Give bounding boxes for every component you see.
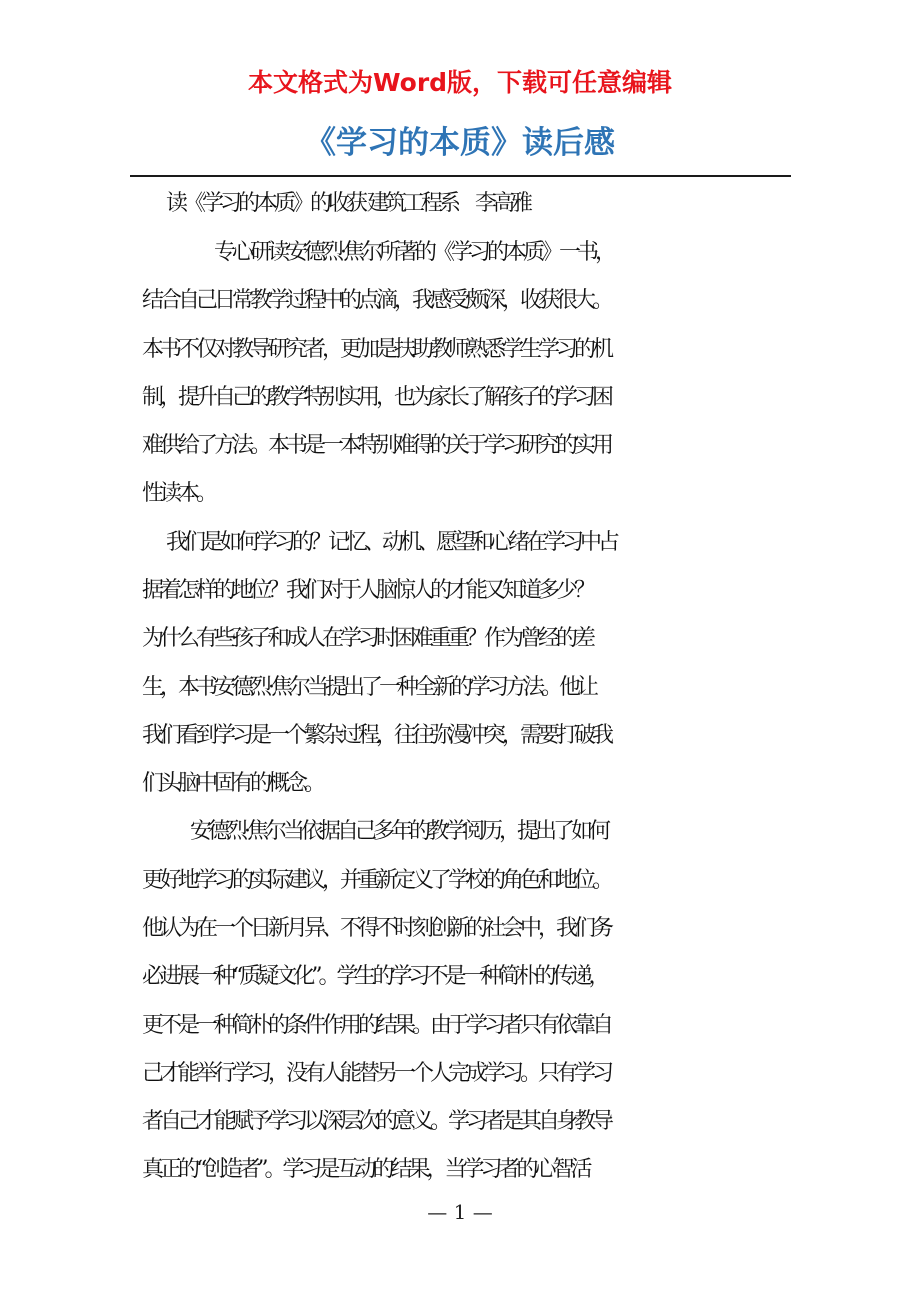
paragraph-line: 我们看到学习是一个繁杂过程，往往弥漫冲突，需要打破我: [142, 723, 611, 748]
paragraph-line: 己才能举行学习，没有人能替另一个人完成学习。只有学习: [142, 1061, 611, 1086]
paragraph-line: 们头脑中固有的概念。: [142, 771, 323, 796]
paragraph-line: 更好地学习的实际建议，并重新定义了学校的角色和地位。: [142, 868, 611, 893]
paragraph-line: 他认为在一个日新月异、不得不时刻创新的社会中，我们务: [142, 916, 611, 941]
paragraph-line: 更不是一种简朴的条件作用的结果。由于学习者只有依靠自: [142, 1013, 611, 1038]
paragraph-line: 必进展一种“质疑文化”。学生的学习不是一种简朴的传递，: [142, 964, 607, 989]
document-title: 《学习的本质》读后感: [305, 125, 615, 161]
subtitle-line: 读《学习的本质》的收获 建筑工程系 李高雅: [166, 191, 529, 216]
page-number: — 1 —: [427, 1200, 493, 1224]
paragraph-line: 安德烈·焦尔当依据自己多年的教学阅历，提出了如何: [190, 819, 607, 844]
paragraph-line: 生，本书安德烈·焦尔当提出了一种全新的学习方法。他让: [142, 675, 595, 700]
paragraph-line: 我们是如何学习的？记忆、动机、愿望和心绪在学习中占: [166, 530, 617, 555]
paragraph-line: 真正的“创造者”。学习是互动的结果，当学习者的心智活: [142, 1157, 589, 1182]
paragraph-line: 专心研读安德烈·焦尔所著的《学习的本质》一书，: [214, 240, 613, 265]
paragraph-line: 本书不仅对教导研究者，更加是扶助教师熟悉学生学习的机: [142, 337, 611, 362]
paragraph-line: 难供给了方法。本书是一本特别难得的关于学习研究的实用: [142, 433, 611, 458]
paragraph-line: 性读本。: [142, 481, 215, 506]
paragraph-line: 者自己才能赋予学习以深层次的意义。学习者是其自身教导: [142, 1109, 611, 1134]
paragraph-line: 结合自己日常教学过程中的点滴，我感受颇深，收获很大。: [142, 288, 611, 313]
paragraph-line: 制，提升自己的教学特别实用，也为家长了解孩子的学习困: [142, 385, 611, 410]
title-divider: [130, 175, 791, 177]
paragraph-line: 据着怎样的地位？我们对于人脑惊人的才能又知道多少？: [142, 578, 593, 603]
paragraph-line: 为什么有些孩子和成人在学习时困难重重？作为曾经的差: [142, 626, 593, 651]
format-notice-banner: 本文格式为Word版，下载可任意编辑: [247, 68, 673, 97]
